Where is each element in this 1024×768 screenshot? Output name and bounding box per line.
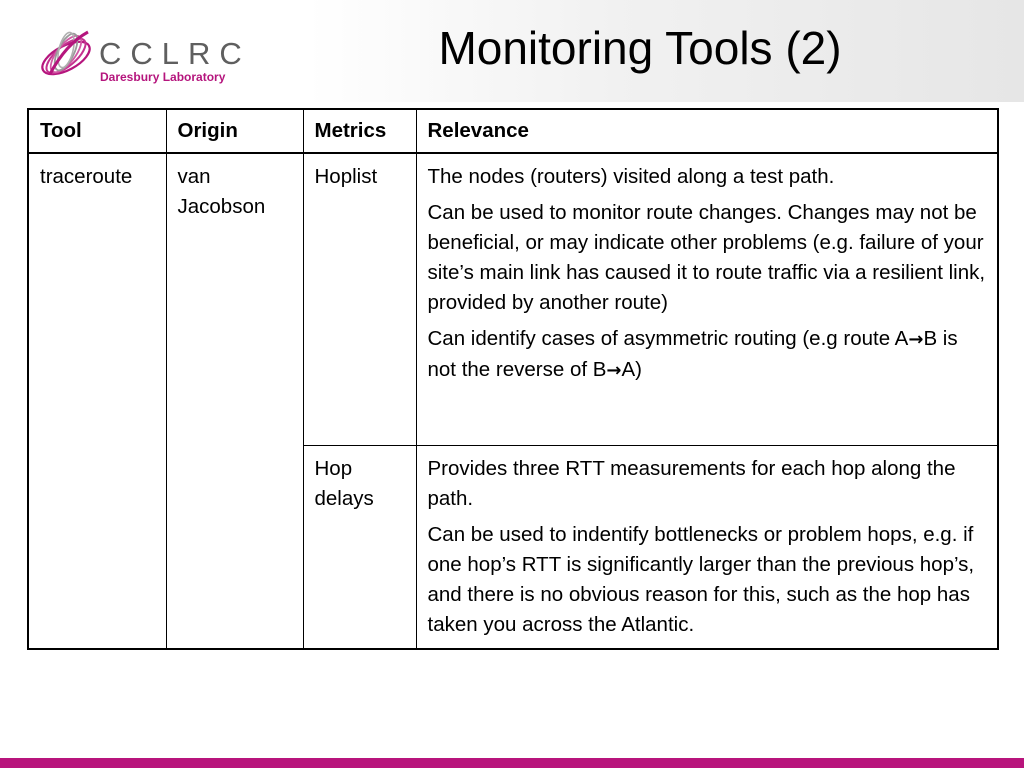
header-relevance: Relevance <box>416 109 998 153</box>
cell-relevance-hoplist <box>416 153 998 445</box>
footer-accent-bar <box>0 758 1024 768</box>
logo-swirl-icon <box>36 14 100 90</box>
logo-subtitle: Daresbury Laboratory <box>100 70 226 84</box>
cell-relevance-hop-delays <box>416 445 998 649</box>
relevance-text: Can be used to monitor route changes. Changes may not be beneficial, or may indicate other problems (e.g. failure of your site’s main link has caused it to route traffic via a resilient link, provided by another route) <box>427 201 986 314</box>
slide-title: Monitoring Tools (2) <box>438 22 842 74</box>
cell-tool: traceroute <box>28 153 166 649</box>
asym-text-pre: Can identify cases of asymmetric routing (e.g route A <box>427 327 909 350</box>
header-metrics: Metrics <box>303 109 416 153</box>
logo-wordmark: CCLRC <box>99 36 251 71</box>
asym-text-post: A) <box>621 358 642 381</box>
right-arrow-icon: → <box>606 360 622 381</box>
relevance-asymmetric <box>428 324 988 386</box>
header-tool: Tool <box>28 109 166 153</box>
cell-metric-hoplist: Hoplist <box>303 153 416 445</box>
cell-origin: van Jacobson <box>166 153 303 649</box>
table-row <box>28 153 998 445</box>
cell-metric-hop-delays: Hop delays <box>303 445 416 649</box>
tools-table <box>27 108 999 650</box>
cclrc-logo <box>36 14 251 90</box>
table-header-row <box>28 109 998 153</box>
asym-text-mid: B is not the reverse of B <box>427 327 958 381</box>
right-arrow-icon: → <box>908 329 924 350</box>
relevance-text: Provides three RTT measurements for each hop along the path. <box>427 456 956 510</box>
relevance-text: Can be used to indentify bottlenecks or problem hops, e.g. if one hop’s RTT is significantly larger than the previous hop’s, and there is no obvious reason for this, such as the hop has taken you across the Atlantic. <box>427 522 975 636</box>
header-origin: Origin <box>166 109 303 153</box>
relevance-text: The nodes (routers) visited along a test path. <box>427 165 835 188</box>
